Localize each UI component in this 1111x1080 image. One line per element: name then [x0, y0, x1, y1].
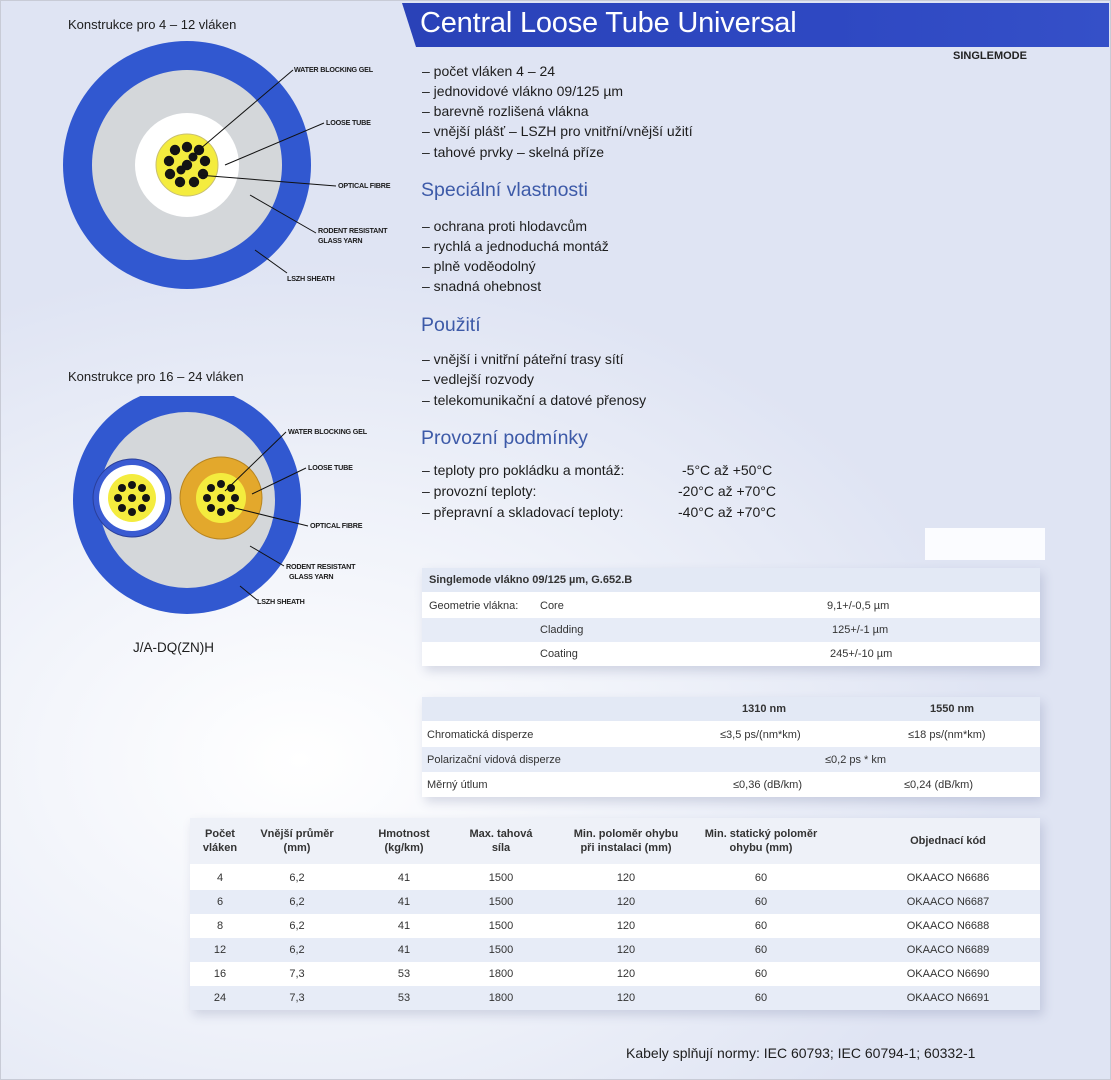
table-row — [422, 642, 1040, 666]
attenuation-1550: ≤0,24 (dB/km) — [904, 778, 974, 791]
blank-box — [925, 528, 1045, 560]
col-static-radius-cell: 60 — [754, 920, 768, 932]
col-1310: 1310 nm — [742, 703, 787, 715]
usage-item: – vnější i vnitřní páteřní trasy sítí — [422, 351, 624, 367]
diagram2-caption: Konstrukce pro 16 – 24 vláken — [68, 369, 244, 384]
table-row — [190, 914, 1040, 938]
header-line: Hmotnost — [378, 828, 430, 840]
col-install-radius-cell: 120 — [616, 944, 636, 956]
header-line: síla — [491, 842, 511, 854]
chromatic-1550: ≤18 ps/(nm*km) — [908, 728, 986, 741]
fiber-param: Core — [540, 600, 564, 612]
fiber-param: Coating — [540, 648, 578, 660]
header-line: ohybu (mm) — [729, 842, 793, 854]
col-static-radius-cell: 60 — [754, 872, 768, 884]
fiber-param: Cladding — [540, 624, 584, 636]
col-tension-cell: 1500 — [488, 920, 514, 932]
col-weight-cell: 41 — [397, 896, 411, 908]
col-1550: 1550 nm — [930, 703, 975, 715]
table-row — [422, 568, 1040, 592]
attenuation-1310: ≤0,36 (dB/km) — [733, 778, 803, 791]
col-install-radius-cell: 120 — [616, 872, 636, 884]
usage-title: Použití — [421, 314, 481, 336]
col-static-radius-header — [681, 827, 841, 855]
page-title: Central Loose Tube Universal — [420, 7, 797, 39]
diagram1-label-fibre: OPTICAL FIBRE — [338, 181, 391, 190]
col-order-code-cell: OKAACO N6686 — [906, 872, 990, 884]
table-row — [190, 890, 1040, 914]
header-line: (kg/km) — [384, 842, 424, 854]
table-row — [422, 772, 1040, 797]
condition-label: – přepravní a skladovací teploty: — [422, 504, 624, 520]
col-weight-cell: 53 — [397, 992, 411, 1004]
col-order-code-cell: OKAACO N6691 — [906, 992, 990, 1004]
table-row — [190, 866, 1040, 890]
col-count-cell: 4 — [216, 872, 224, 884]
diagram1-label-gel: WATER BLOCKING GEL — [294, 65, 373, 74]
fiber-value: 245+/-10 µm — [830, 648, 893, 660]
col-count-cell: 12 — [213, 944, 227, 956]
fiber-spec-table — [422, 568, 1040, 666]
header-line: vláken — [202, 842, 238, 854]
page-subtitle: SINGLEMODE — [953, 50, 1027, 62]
fiber-value: 9,1+/-0,5 µm — [827, 600, 890, 612]
condition-label: – provozní teploty: — [422, 483, 537, 499]
condition-value: -20°C až +70°C — [678, 483, 776, 499]
col-diameter-cell: 6,2 — [289, 896, 305, 908]
special-title: Speciální vlastnosti — [421, 179, 588, 201]
col-weight-cell: 41 — [397, 872, 411, 884]
header-line: (mm) — [283, 842, 311, 854]
header-line: Vnější průměr — [260, 828, 334, 840]
col-tension-cell: 1800 — [488, 992, 514, 1004]
diagram2-label-yarn: GLASS YARN — [289, 572, 334, 581]
table-header-row — [190, 818, 1040, 864]
col-static-radius-cell: 60 — [754, 944, 768, 956]
feature-item: – vnější plášť – LSZH pro vnitřní/vnější užití — [422, 123, 693, 139]
col-diameter-cell: 6,2 — [289, 944, 305, 956]
fiber-value: 125+/-1 µm — [832, 624, 889, 636]
table-row — [190, 962, 1040, 986]
attenuation-label: Měrný útlum — [427, 778, 488, 791]
table-row — [422, 594, 1040, 618]
special-item: – plně voděodolný — [422, 258, 536, 274]
col-static-radius-cell: 60 — [754, 896, 768, 908]
col-install-radius-cell: 120 — [616, 968, 636, 980]
col-order-code-cell: OKAACO N6687 — [906, 896, 990, 908]
table-row — [422, 697, 1040, 721]
col-weight-cell: 41 — [397, 944, 411, 956]
col-weight-cell: 41 — [397, 920, 411, 932]
diagram2-label-fibre: OPTICAL FIBRE — [310, 521, 363, 530]
usage-item: – vedlejší rozvody — [422, 371, 535, 387]
col-install-radius-cell: 120 — [616, 920, 636, 932]
col-diameter-cell: 7,3 — [289, 968, 305, 980]
col-count-cell: 8 — [216, 920, 224, 932]
header-line: Min. poloměr ohybu — [573, 828, 679, 840]
col-count-cell: 6 — [216, 896, 224, 908]
diagram2-label-rodent: RODENT RESISTANT — [286, 562, 356, 571]
fiber-label: Geometrie vlákna: — [429, 600, 519, 612]
col-order-code-cell: OKAACO N6690 — [906, 968, 990, 980]
feature-item: – jednovidové vlákno 09/125 µm — [422, 83, 624, 99]
model-code: J/A-DQ(ZN)H — [133, 640, 214, 655]
col-tension-cell: 1500 — [488, 896, 514, 908]
col-weight-cell: 53 — [397, 968, 411, 980]
col-static-radius-cell: 60 — [754, 992, 768, 1004]
condition-label: – teploty pro pokládku a montáž: — [422, 462, 625, 478]
diagram1-label-sheath: LSZH SHEATH — [287, 274, 335, 283]
table-row — [422, 618, 1040, 642]
col-tension-cell: 1800 — [488, 968, 514, 980]
header-line: Max. tahová — [469, 828, 533, 840]
header-line: Počet — [205, 828, 235, 840]
col-order-code-cell: OKAACO N6689 — [906, 944, 990, 956]
header-line: Min. statický poloměr — [704, 828, 818, 840]
table-row — [190, 986, 1040, 1010]
pmd-label: Polarizační vidová disperze — [427, 753, 561, 766]
header-line: Objednací kód — [910, 835, 986, 847]
diagram1-label-yarn: GLASS YARN — [318, 236, 363, 245]
col-diameter-cell: 6,2 — [289, 872, 305, 884]
order-table — [190, 818, 1040, 1010]
col-count-cell: 16 — [213, 968, 227, 980]
chromatic-label: Chromatická disperze — [427, 728, 534, 741]
col-order-code-cell: OKAACO N6688 — [906, 920, 990, 932]
special-item: – ochrana proti hlodavcům — [422, 218, 587, 234]
feature-item: – počet vláken 4 – 24 — [422, 63, 556, 79]
cable-diagram-2 — [60, 396, 410, 626]
cable-diagram-1 — [60, 40, 410, 310]
diagram1-caption: Konstrukce pro 4 – 12 vláken — [68, 17, 237, 32]
col-install-radius-cell: 120 — [616, 896, 636, 908]
diagram1-label-rodent: RODENT RESISTANT — [318, 226, 388, 235]
col-diameter-cell: 7,3 — [289, 992, 305, 1004]
pmd-value: ≤0,2 ps * km — [825, 753, 887, 766]
table-row — [422, 722, 1040, 747]
feature-item: – barevně rozlišená vlákna — [422, 103, 589, 119]
footer-note: Kabely splňují normy: IEC 60793; IEC 60794-1; 60332-1 — [626, 1045, 976, 1061]
header-line: při instalaci (mm) — [580, 842, 672, 854]
chromatic-1310: ≤3,5 ps/(nm*km) — [720, 728, 801, 741]
feature-item: – tahové prvky – skelná příze — [422, 144, 605, 160]
usage-item: – telekomunikační a datové přenosy — [422, 392, 647, 408]
diagram1-label-tube: LOOSE TUBE — [326, 118, 371, 127]
col-count-cell: 24 — [213, 992, 227, 1004]
condition-value: -40°C až +70°C — [678, 504, 776, 520]
table-row — [422, 747, 1040, 772]
diagram2-label-tube: LOOSE TUBE — [308, 463, 353, 472]
diagram2-label-sheath: LSZH SHEATH — [257, 597, 305, 606]
col-order-code-header — [868, 834, 1028, 848]
col-tension-cell: 1500 — [488, 872, 514, 884]
col-install-radius-cell: 120 — [616, 992, 636, 1004]
special-item: – snadná ohebnost — [422, 278, 542, 294]
col-tension-cell: 1500 — [488, 944, 514, 956]
conditions-title: Provozní podmínky — [421, 427, 588, 449]
diagram2-label-gel: WATER BLOCKING GEL — [288, 427, 367, 436]
fiber-table-title: Singlemode vlákno 09/125 µm, G.652.B — [429, 574, 633, 586]
col-diameter-cell: 6,2 — [289, 920, 305, 932]
special-item: – rychlá a jednoduchá montáž — [422, 238, 609, 254]
table-row — [190, 938, 1040, 962]
col-static-radius-cell: 60 — [754, 968, 768, 980]
optical-spec-table — [422, 697, 1040, 797]
condition-value: -5°C až +50°C — [682, 462, 773, 478]
